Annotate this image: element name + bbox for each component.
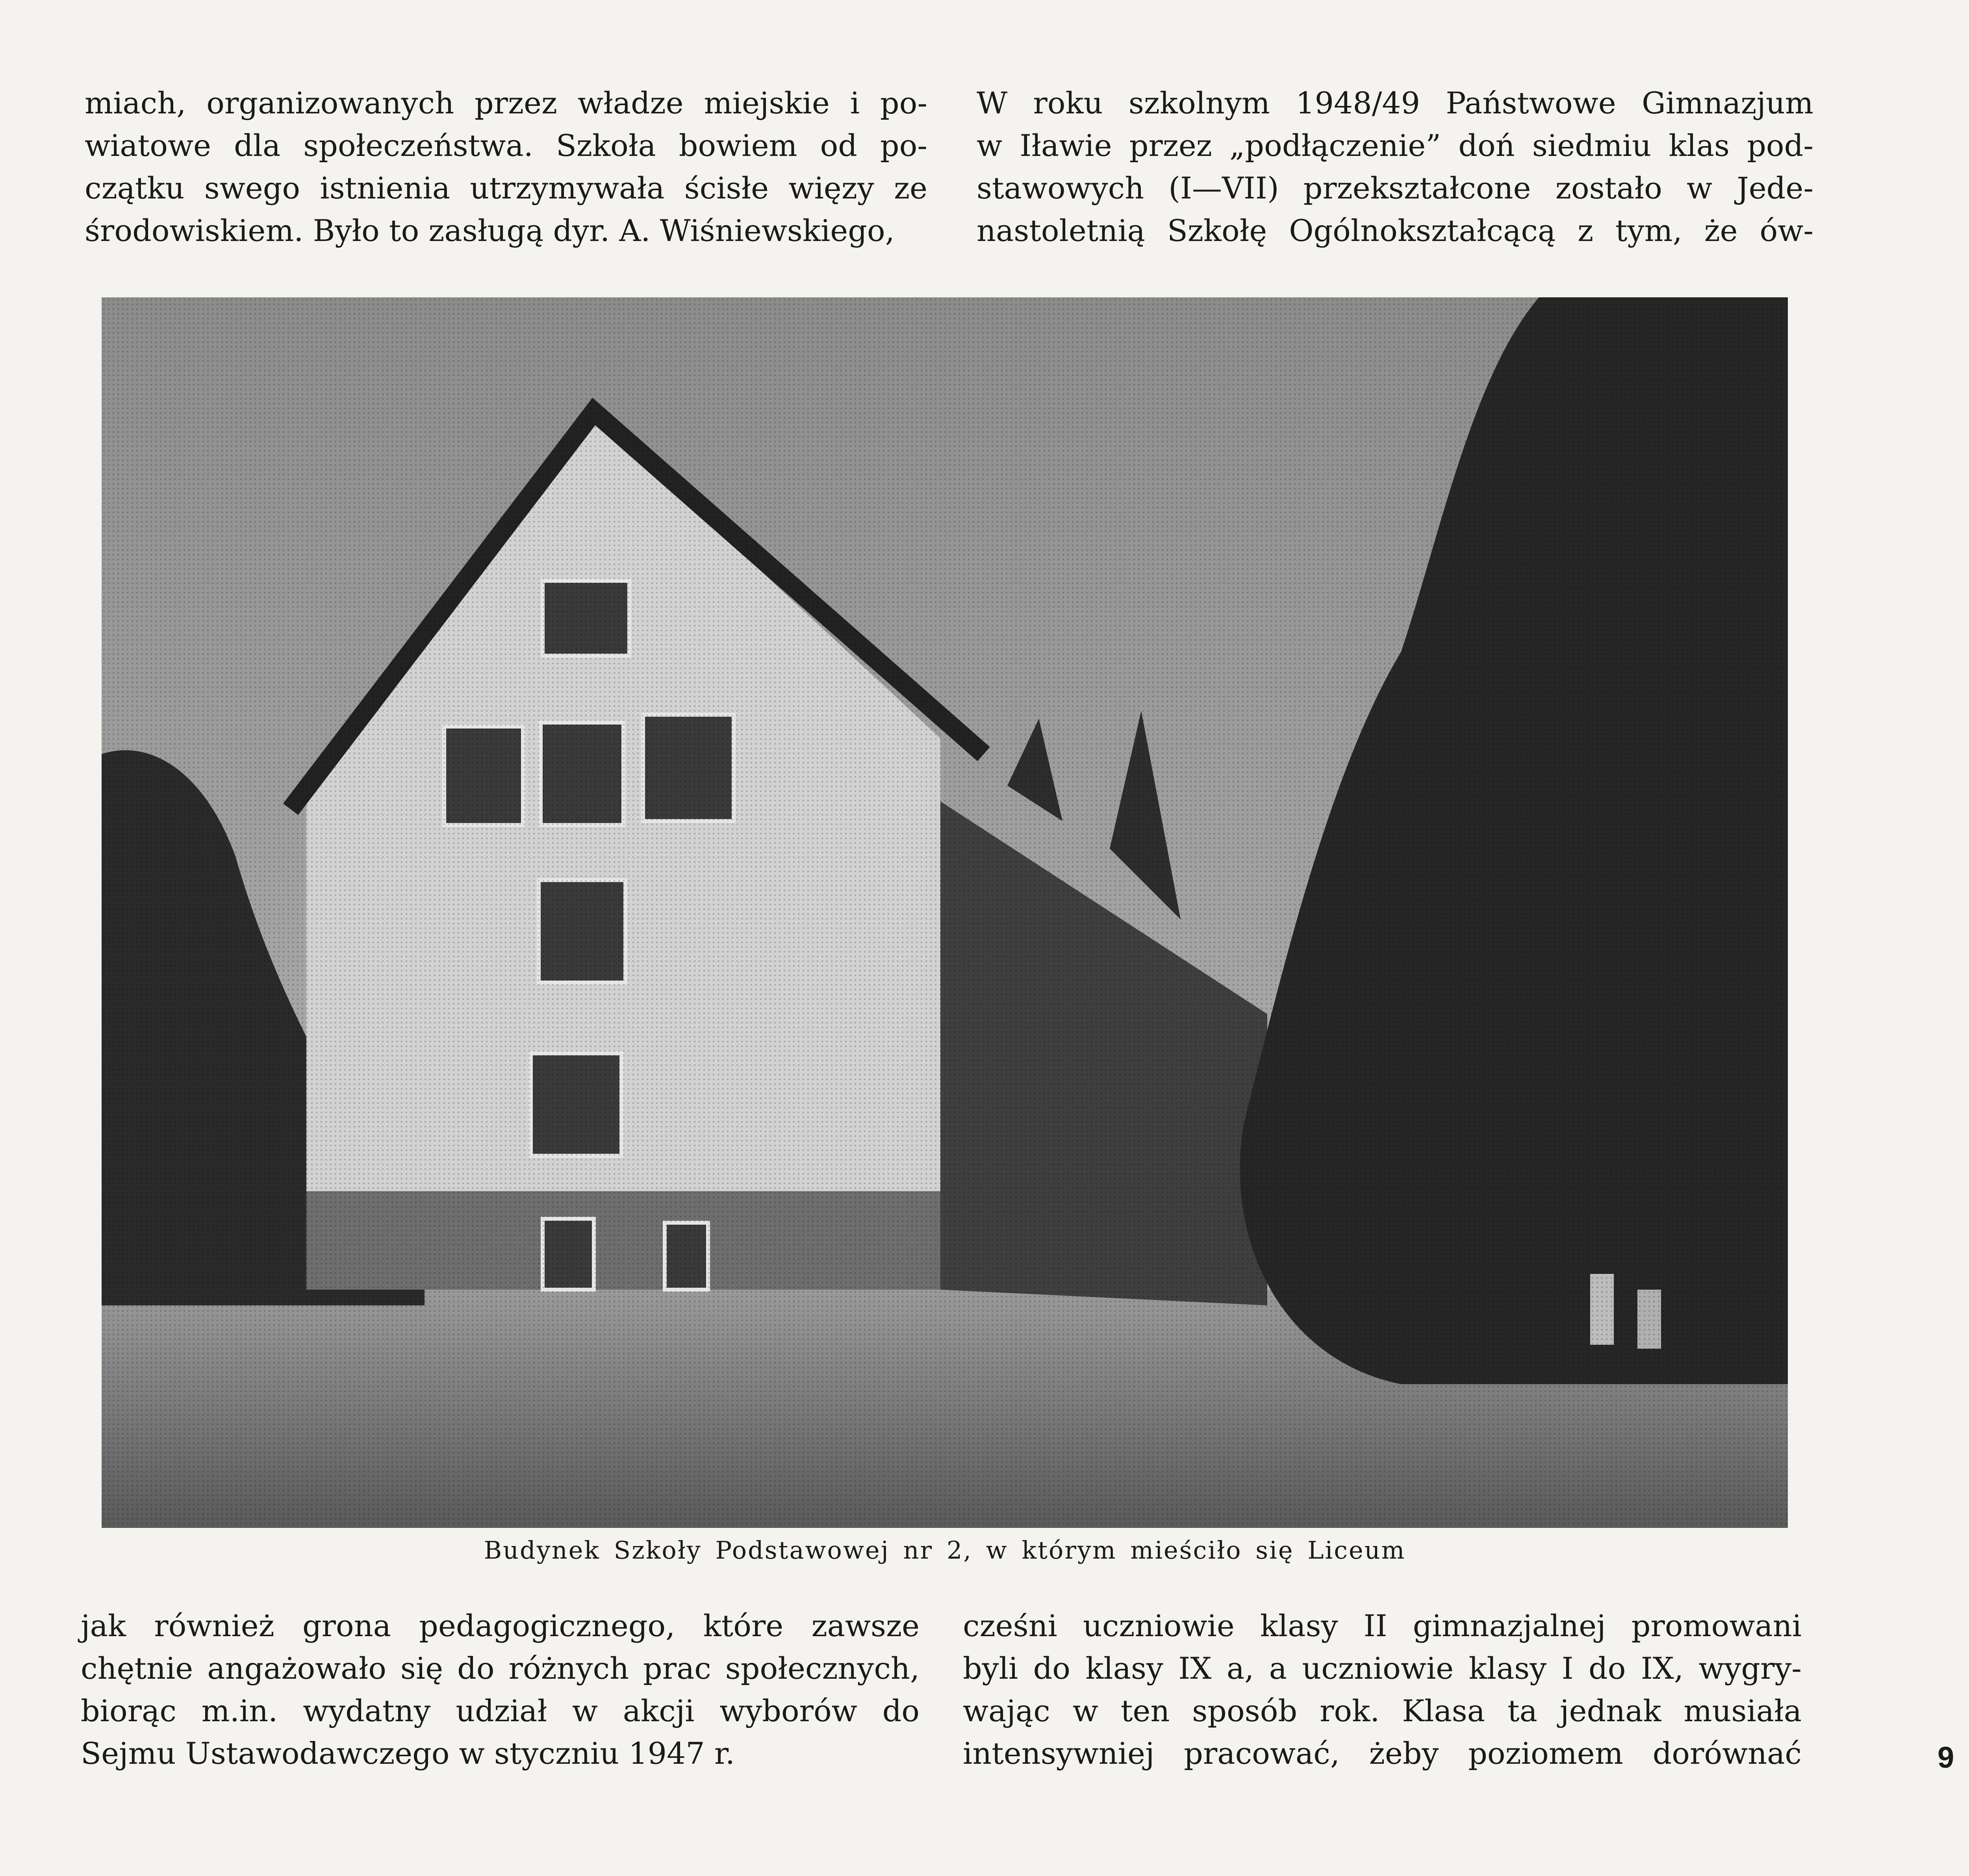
- text-line: chętnie angażowało się do różnych prac społecznych,: [81, 1651, 920, 1686]
- halftone-texture: [102, 297, 1788, 1528]
- text-line: nastoletnią Szkołę Ogólnokształcącą z tym, że ów-: [977, 213, 1813, 248]
- text-line: miach, organizowanych przez władze miejskie i po-: [85, 85, 927, 120]
- paragraph: [85, 82, 927, 252]
- text-line: cześni uczniowie klasy II gimnazjalnej promowani: [963, 1608, 1802, 1643]
- text-line: W roku szkolnym 1948/49 Państwowe Gimnazjum: [977, 85, 1813, 120]
- text-column-top-left: [85, 82, 927, 252]
- figure-caption: Budynek Szkoły Podstawowej nr 2, w którym mieściło się Liceum: [484, 1536, 1406, 1565]
- text-line: jak również grona pedagogicznego, które zawsze: [81, 1608, 920, 1643]
- text-column-bottom-right: [963, 1605, 1802, 1775]
- text-line: wając w ten sposób rok. Klasa ta jednak musiała: [963, 1693, 1802, 1728]
- text-line: stawowych (I—VII) przekształcone zostało w Jede-: [977, 171, 1813, 206]
- text-line: czątku swego istnienia utrzymywała ścisłe więzy ze: [85, 171, 927, 206]
- text-line: Sejmu Ustawodawczego w styczniu 1947 r.: [81, 1736, 735, 1771]
- text-line: środowiskiem. Było to zasługą dyr. A. Wiśniewskiego,: [85, 213, 895, 248]
- school-building-photo: [102, 297, 1788, 1528]
- text-line: wiatowe dla społeczeństwa. Szkoła bowiem od po-: [85, 128, 927, 163]
- paragraph: [963, 1605, 1802, 1775]
- text-line: biorąc m.in. wydatny udział w akcji wyborów do: [81, 1693, 920, 1728]
- text-column-bottom-left: [81, 1605, 920, 1775]
- text-line: intensywniej pracować, żeby poziomem dorównać: [963, 1736, 1802, 1771]
- text-line: w Iławie przez „podłączenie” doń siedmiu klas pod-: [977, 128, 1813, 163]
- paragraph: [977, 82, 1813, 252]
- paragraph: [81, 1605, 920, 1775]
- page-number: 9: [1937, 1741, 1954, 1774]
- text-line: byli do klasy IX a, a uczniowie klasy I do IX, wygry-: [963, 1651, 1802, 1686]
- text-column-top-right: [977, 82, 1813, 252]
